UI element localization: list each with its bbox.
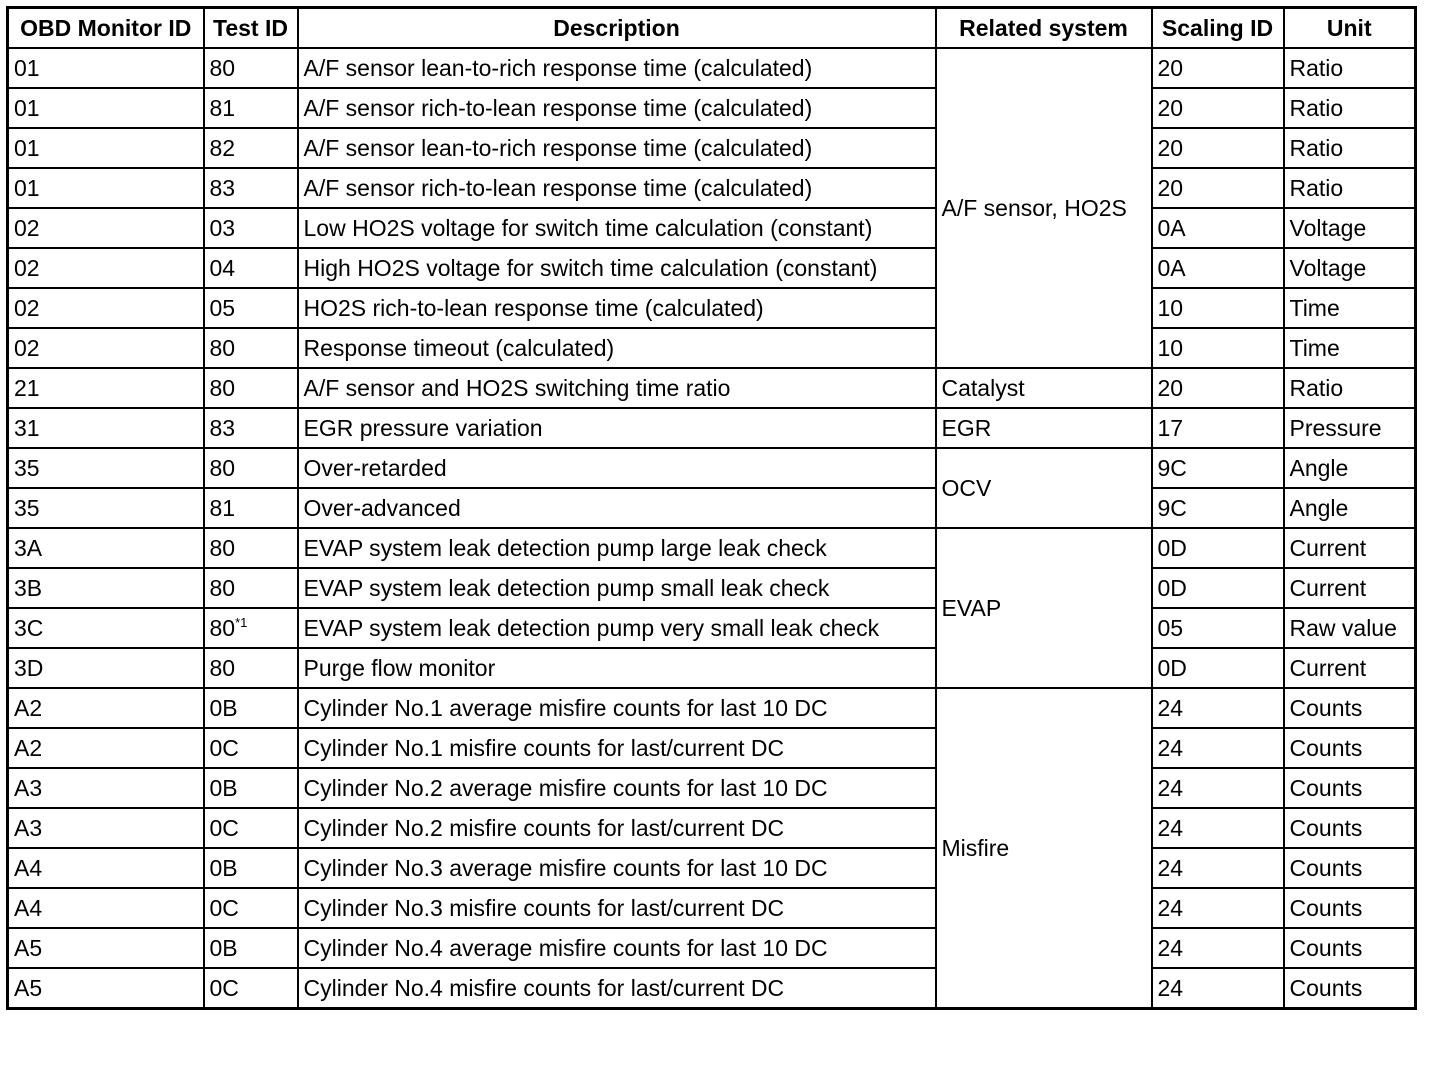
cell-monitor-id: 02 — [8, 288, 204, 328]
cell-related-system-evap: EVAP — [936, 528, 1152, 688]
cell-test-id: 82 — [204, 128, 298, 168]
table-row — [8, 288, 1416, 328]
cell-unit: Counts — [1284, 768, 1416, 808]
cell-scaling-id: 05 — [1152, 608, 1284, 648]
cell-related-system-ocv: OCV — [936, 448, 1152, 528]
cell-monitor-id: 02 — [8, 328, 204, 368]
cell-monitor-id: 01 — [8, 128, 204, 168]
cell-related-system-catalyst: Catalyst — [936, 368, 1152, 408]
table-row — [8, 768, 1416, 808]
table-row — [8, 48, 1416, 88]
cell-description: Cylinder No.2 misfire counts for last/current DC — [298, 808, 936, 848]
cell-unit: Counts — [1284, 728, 1416, 768]
cell-related-system-egr: EGR — [936, 408, 1152, 448]
header-related-system: Related system — [936, 8, 1152, 49]
table-row — [8, 528, 1416, 568]
cell-description: A/F sensor rich-to-lean response time (calculated) — [298, 88, 936, 128]
cell-scaling-id: 10 — [1152, 288, 1284, 328]
cell-description: Cylinder No.4 average misfire counts for last 10 DC — [298, 928, 936, 968]
cell-monitor-id: A3 — [8, 808, 204, 848]
cell-scaling-id: 9C — [1152, 448, 1284, 488]
cell-test-id: 0C — [204, 808, 298, 848]
cell-unit: Angle — [1284, 448, 1416, 488]
cell-unit: Counts — [1284, 888, 1416, 928]
table-row — [8, 648, 1416, 688]
cell-test-id: 81 — [204, 488, 298, 528]
cell-scaling-id: 24 — [1152, 728, 1284, 768]
cell-description: Cylinder No.4 misfire counts for last/current DC — [298, 968, 936, 1009]
table-row — [8, 808, 1416, 848]
cell-scaling-id: 24 — [1152, 688, 1284, 728]
cell-test-id: 0C — [204, 968, 298, 1009]
cell-unit: Time — [1284, 328, 1416, 368]
cell-monitor-id: 3C — [8, 608, 204, 648]
cell-description: Cylinder No.3 average misfire counts for last 10 DC — [298, 848, 936, 888]
table-row — [8, 488, 1416, 528]
cell-scaling-id: 24 — [1152, 768, 1284, 808]
cell-monitor-id: 01 — [8, 48, 204, 88]
table-row — [8, 888, 1416, 928]
table-row — [8, 448, 1416, 488]
cell-scaling-id: 24 — [1152, 928, 1284, 968]
cell-test-id: 83 — [204, 408, 298, 448]
table-row — [8, 608, 1416, 648]
cell-monitor-id: 01 — [8, 168, 204, 208]
cell-related-system-af-sensor: A/F sensor, HO2S — [936, 48, 1152, 368]
test-id-value: 80 — [209, 614, 236, 641]
cell-unit: Voltage — [1284, 208, 1416, 248]
cell-test-id: 0B — [204, 688, 298, 728]
cell-scaling-id: 9C — [1152, 488, 1284, 528]
cell-monitor-id: 21 — [8, 368, 204, 408]
cell-description: Over-retarded — [298, 448, 936, 488]
cell-test-id: 80 — [204, 328, 298, 368]
cell-description: EVAP system leak detection pump very small leak check — [298, 608, 936, 648]
cell-scaling-id: 24 — [1152, 848, 1284, 888]
table-row — [8, 688, 1416, 728]
cell-monitor-id: 01 — [8, 88, 204, 128]
cell-test-id: 80 — [204, 448, 298, 488]
cell-unit: Voltage — [1284, 248, 1416, 288]
cell-unit: Ratio — [1284, 88, 1416, 128]
cell-unit: Ratio — [1284, 128, 1416, 168]
cell-test-id: 81 — [204, 88, 298, 128]
cell-description: Low HO2S voltage for switch time calculation (constant) — [298, 208, 936, 248]
cell-description: EVAP system leak detection pump small leak check — [298, 568, 936, 608]
cell-test-id: 80 — [204, 368, 298, 408]
cell-monitor-id: A5 — [8, 968, 204, 1009]
cell-unit: Pressure — [1284, 408, 1416, 448]
cell-description: A/F sensor lean-to-rich response time (calculated) — [298, 48, 936, 88]
cell-test-id: 05 — [204, 288, 298, 328]
cell-scaling-id: 0D — [1152, 648, 1284, 688]
footnote-mark: *1 — [235, 614, 248, 630]
cell-description: EVAP system leak detection pump large leak check — [298, 528, 936, 568]
table-row — [8, 848, 1416, 888]
cell-description: A/F sensor rich-to-lean response time (calculated) — [298, 168, 936, 208]
cell-unit: Counts — [1284, 968, 1416, 1009]
cell-unit: Counts — [1284, 808, 1416, 848]
cell-monitor-id: A4 — [8, 888, 204, 928]
cell-monitor-id: A2 — [8, 688, 204, 728]
cell-scaling-id: 24 — [1152, 968, 1284, 1009]
cell-scaling-id: 10 — [1152, 328, 1284, 368]
table-row — [8, 88, 1416, 128]
cell-description: Purge flow monitor — [298, 648, 936, 688]
cell-scaling-id: 20 — [1152, 88, 1284, 128]
cell-scaling-id: 0D — [1152, 568, 1284, 608]
table-row — [8, 248, 1416, 288]
cell-unit: Raw value — [1284, 608, 1416, 648]
cell-monitor-id: 31 — [8, 408, 204, 448]
cell-monitor-id: 02 — [8, 248, 204, 288]
cell-description: A/F sensor and HO2S switching time ratio — [298, 368, 936, 408]
header-test-id: Test ID — [204, 8, 298, 49]
cell-test-id: 83 — [204, 168, 298, 208]
header-monitor-id: OBD Monitor ID — [8, 8, 204, 49]
table-row — [8, 408, 1416, 448]
header-unit: Unit — [1284, 8, 1416, 49]
cell-description: EGR pressure variation — [298, 408, 936, 448]
cell-test-id: 80 — [204, 648, 298, 688]
table-row — [8, 128, 1416, 168]
cell-monitor-id: 02 — [8, 208, 204, 248]
cell-monitor-id: A3 — [8, 768, 204, 808]
obd-monitor-table — [6, 6, 1417, 1010]
cell-test-id: 80 — [204, 528, 298, 568]
cell-scaling-id: 24 — [1152, 808, 1284, 848]
table-row — [8, 968, 1416, 1009]
header-scaling-id: Scaling ID — [1152, 8, 1284, 49]
cell-unit: Current — [1284, 648, 1416, 688]
cell-unit: Time — [1284, 288, 1416, 328]
cell-description: Response timeout (calculated) — [298, 328, 936, 368]
cell-scaling-id: 17 — [1152, 408, 1284, 448]
cell-unit: Current — [1284, 568, 1416, 608]
cell-test-id: 0C — [204, 888, 298, 928]
cell-test-id: 03 — [204, 208, 298, 248]
cell-scaling-id: 0A — [1152, 208, 1284, 248]
table-row — [8, 368, 1416, 408]
table-header-row — [8, 8, 1416, 49]
cell-description: Cylinder No.1 misfire counts for last/current DC — [298, 728, 936, 768]
cell-scaling-id: 0A — [1152, 248, 1284, 288]
cell-description: HO2S rich-to-lean response time (calculated) — [298, 288, 936, 328]
cell-description: High HO2S voltage for switch time calculation (constant) — [298, 248, 936, 288]
table-row — [8, 328, 1416, 368]
cell-unit: Counts — [1284, 928, 1416, 968]
header-description: Description — [298, 8, 936, 49]
cell-monitor-id: 35 — [8, 448, 204, 488]
cell-description: Cylinder No.3 misfire counts for last/current DC — [298, 888, 936, 928]
cell-test-id: 0C — [204, 728, 298, 768]
cell-scaling-id: 24 — [1152, 888, 1284, 928]
cell-scaling-id: 20 — [1152, 368, 1284, 408]
cell-related-system-misfire: Misfire — [936, 688, 1152, 1009]
cell-test-id — [204, 608, 298, 648]
cell-test-id: 0B — [204, 848, 298, 888]
cell-unit: Angle — [1284, 488, 1416, 528]
cell-unit: Current — [1284, 528, 1416, 568]
cell-monitor-id: 35 — [8, 488, 204, 528]
cell-scaling-id: 0D — [1152, 528, 1284, 568]
cell-scaling-id: 20 — [1152, 128, 1284, 168]
cell-monitor-id: 3A — [8, 528, 204, 568]
cell-monitor-id: A4 — [8, 848, 204, 888]
obd-monitor-table-container — [6, 6, 1417, 1010]
table-row — [8, 728, 1416, 768]
table-row — [8, 928, 1416, 968]
cell-unit: Counts — [1284, 688, 1416, 728]
cell-unit: Counts — [1284, 848, 1416, 888]
cell-unit: Ratio — [1284, 168, 1416, 208]
cell-test-id: 0B — [204, 928, 298, 968]
cell-description: Over-advanced — [298, 488, 936, 528]
cell-description: Cylinder No.1 average misfire counts for last 10 DC — [298, 688, 936, 728]
cell-scaling-id: 20 — [1152, 168, 1284, 208]
cell-scaling-id: 20 — [1152, 48, 1284, 88]
cell-test-id: 80 — [204, 568, 298, 608]
cell-test-id: 04 — [204, 248, 298, 288]
cell-test-id: 80 — [204, 48, 298, 88]
table-row — [8, 208, 1416, 248]
cell-monitor-id: 3D — [8, 648, 204, 688]
table-row — [8, 568, 1416, 608]
cell-test-id: 0B — [204, 768, 298, 808]
cell-description: A/F sensor lean-to-rich response time (calculated) — [298, 128, 936, 168]
cell-monitor-id: 3B — [8, 568, 204, 608]
cell-monitor-id: A2 — [8, 728, 204, 768]
cell-description: Cylinder No.2 average misfire counts for last 10 DC — [298, 768, 936, 808]
cell-monitor-id: A5 — [8, 928, 204, 968]
table-row — [8, 168, 1416, 208]
cell-unit: Ratio — [1284, 368, 1416, 408]
cell-unit: Ratio — [1284, 48, 1416, 88]
